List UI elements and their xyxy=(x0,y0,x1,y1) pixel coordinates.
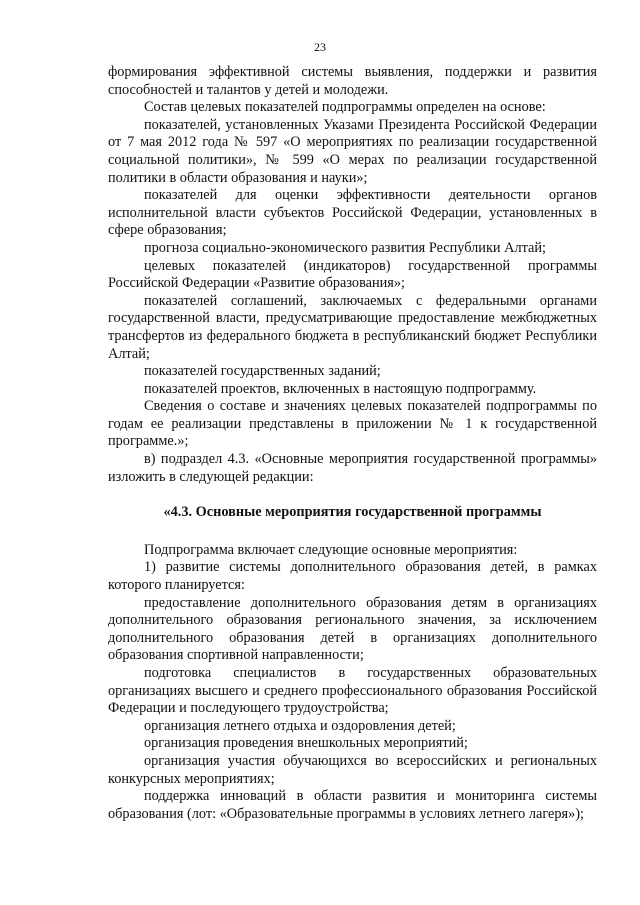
paragraph: подготовка специалистов в государственных образовательных организациях высшего и среднего профессионального образования Российской Федерации и последующего трудоустройства; xyxy=(108,665,597,717)
paragraph: организация проведения внешкольных мероприятий; xyxy=(144,735,468,752)
paragraph: показателей для оценки эффективности деятельности органов исполнительной власти субъектов Российской Федерации, установленных в сфере образования; xyxy=(108,187,597,239)
paragraph: организация летнего отдыха и оздоровления детей; xyxy=(144,717,456,734)
paragraph: Подпрограмма включает следующие основные мероприятия: xyxy=(144,541,518,558)
paragraph: формирования эффективной системы выявления, поддержки и развития способностей и талантов у детей и молодежи. xyxy=(108,64,597,98)
paragraph: Сведения о составе и значениях целевых показателей подпрограммы по годам ее реализации представлены в приложении № 1 к государственной программе.»; xyxy=(108,398,597,450)
paragraph: предоставление дополнительного образования детям в организациях дополнительного образования регионального значения, за исключением дополнительного образования детей в организациях дополнительного образования спортивной направленности; xyxy=(108,594,597,664)
paragraph: поддержка инноваций в области развития и мониторинга системы образования (лот: «Образовательные программы в условиях летнего лагеря»); xyxy=(108,788,597,822)
paragraphs-after-heading xyxy=(108,542,597,824)
paragraphs-before-heading xyxy=(108,64,597,486)
paragraph: Состав целевых показателей подпрограммы определен на основе: xyxy=(144,99,546,116)
paragraph: показателей, установленных Указами Президента Российской Федерации от 7 мая 2012 года № 597 «О мероприятиях по реализации государственной социальной политики», № 599 «О мерах по реализации государственной политики в области образования и науки»; xyxy=(108,116,597,186)
section-heading: «4.3. Основные мероприятия государственной программы xyxy=(163,504,542,521)
paragraph: организация участия обучающихся во всероссийских и региональных конкурсных мероприятиях; xyxy=(108,752,597,787)
paragraph: показателей проектов, включенных в настоящую подпрограмму. xyxy=(144,380,537,397)
paragraph: прогноза социально-экономического развития Республики Алтай; xyxy=(144,239,546,256)
paragraph: показателей соглашений, заключаемых с федеральными органами государственной власти, предусматривающие предоставление межбюджетных трансфертов из федерального бюджета в республиканский бюджет Республики Алтай; xyxy=(108,292,597,362)
paragraph: показателей государственных заданий; xyxy=(144,363,381,380)
document-body xyxy=(108,64,597,823)
paragraph: целевых показателей (индикаторов) государственной программы Российской Федерации «Развитие образования»; xyxy=(108,257,597,292)
paragraph: 1) развитие системы дополнительного образования детей, в рамках которого планируется: xyxy=(108,559,597,594)
page-number: 23 xyxy=(314,40,326,54)
paragraph: в) подраздел 4.3. «Основные мероприятия государственной программы» изложить в следующей редакции: xyxy=(108,451,597,485)
